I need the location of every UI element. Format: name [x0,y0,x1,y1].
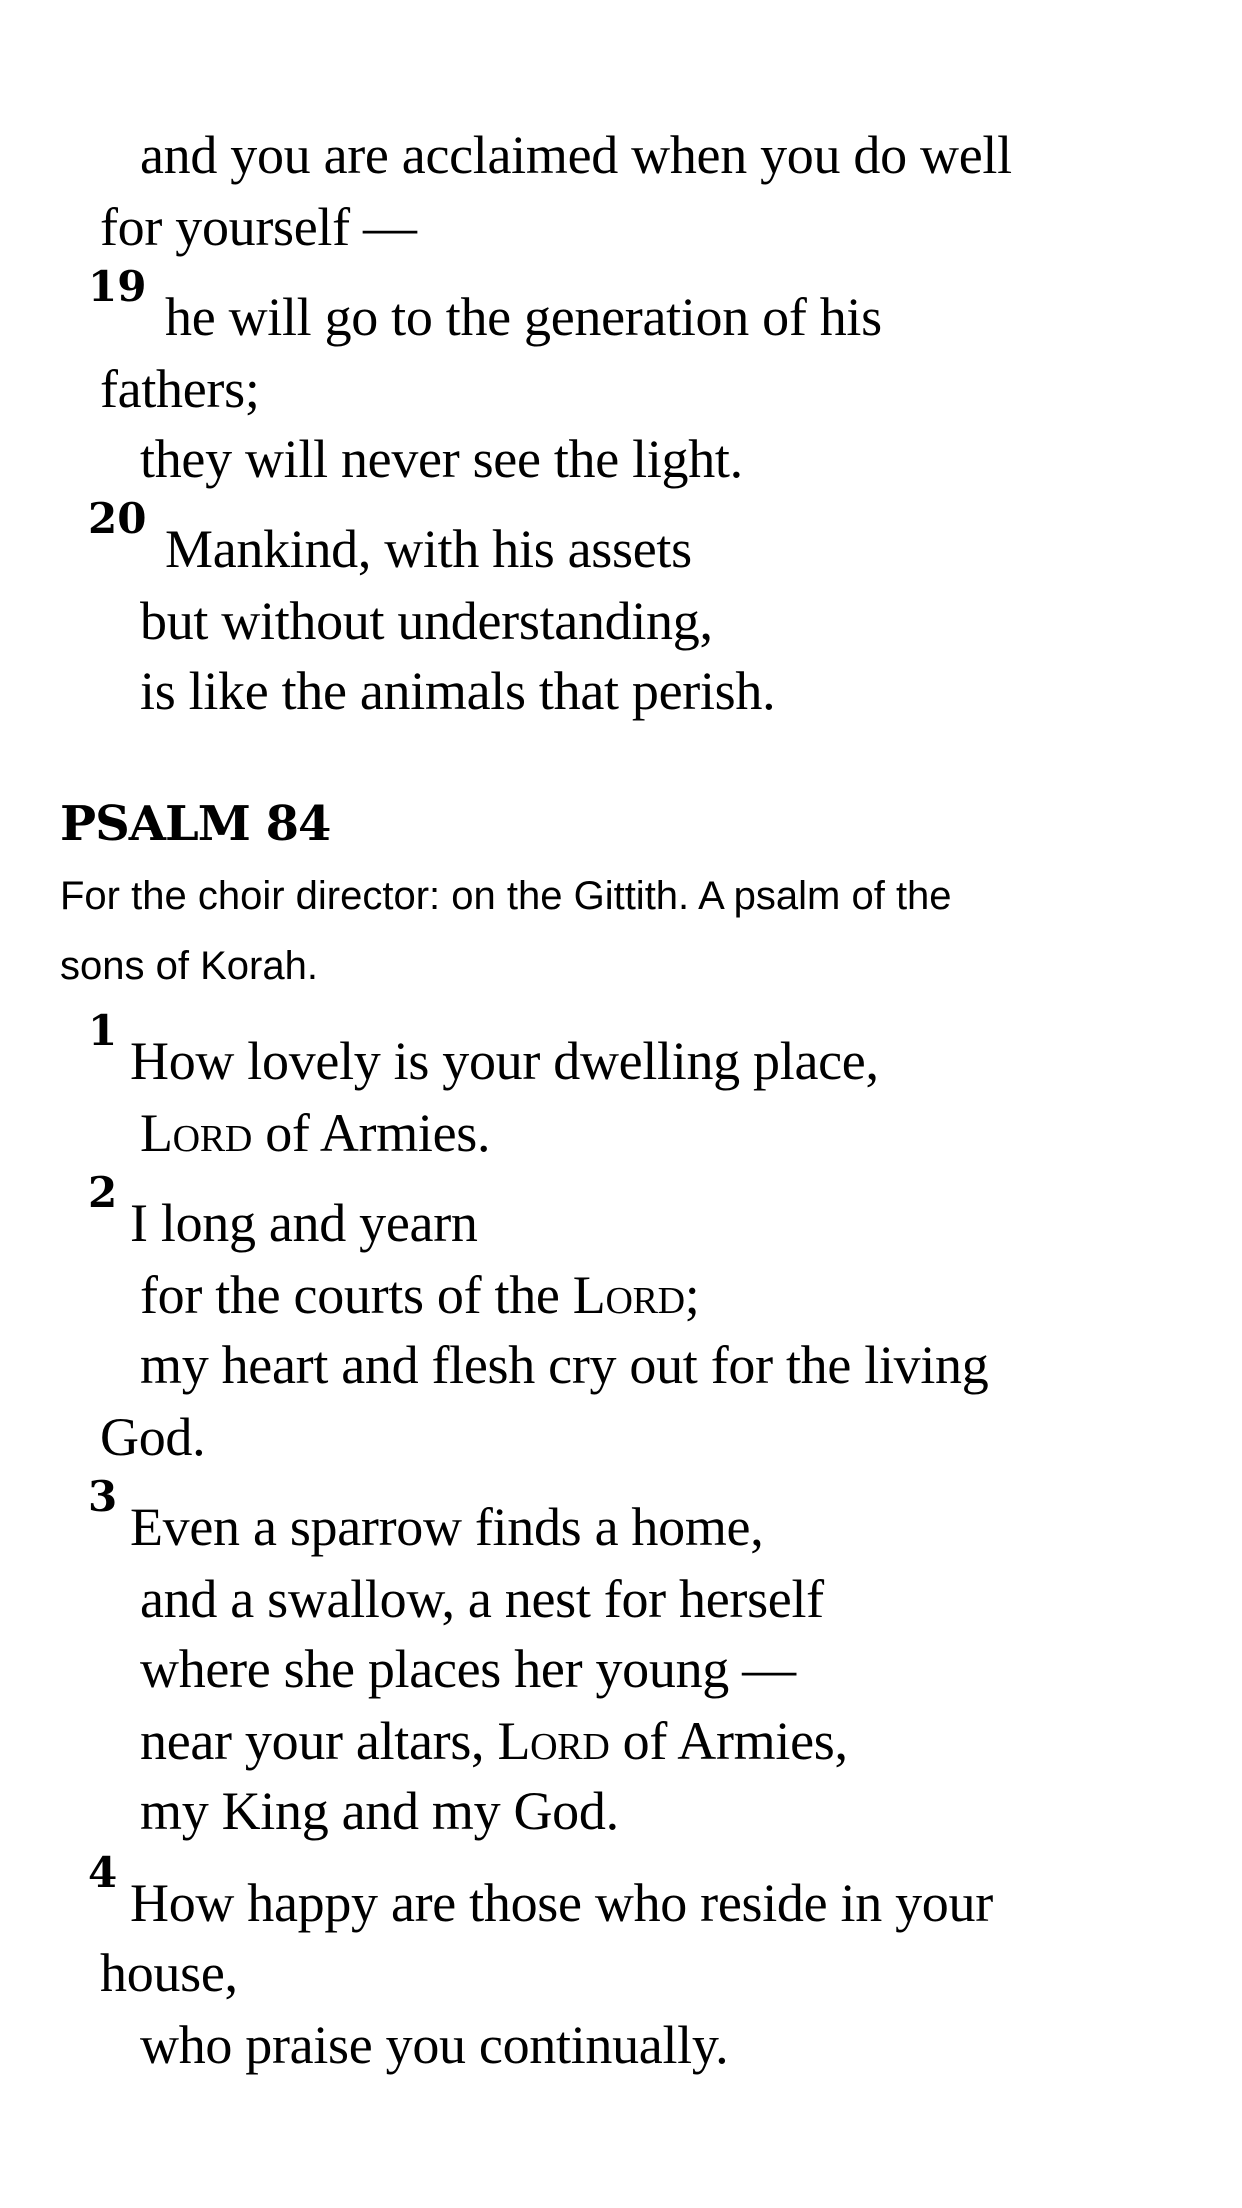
verse-line: and you are acclaimed when you do well [140,125,1012,185]
verse-line [140,1711,848,1771]
verse-line: fathers; [100,359,260,419]
divine-name-lord: Lord [497,1711,610,1771]
verse-line: and a swallow, a nest for herself [140,1569,824,1629]
verse-line-text: near your altars, [140,1711,498,1771]
verse-line [140,1265,700,1325]
verse-line: where she places her young — [140,1639,796,1699]
psalm-heading: PSALM 84 [60,796,331,852]
verse-line [140,1103,491,1163]
divine-name-lord: Lord [572,1265,685,1325]
verse-line: my King and my God. [140,1781,619,1841]
verse-line: is like the animals that perish. [140,661,776,721]
verse-number: 19 [88,262,147,311]
verse-line-text: for the courts of the [140,1265,573,1325]
superscription-line: sons of Korah. [60,944,318,988]
verse-line: but without understanding, [140,591,713,651]
verse-number: 20 [88,494,147,543]
verse-number: 1 [88,1006,118,1055]
verse-line-text: of Armies. [252,1103,491,1163]
verse-number: 3 [88,1472,118,1521]
verse-line: How happy are those who reside in your [130,1873,993,1933]
verse-line: Even a sparrow finds a home, [130,1497,764,1557]
verse-line: God. [100,1407,206,1467]
verse-line: for yourself — [100,197,417,257]
verse-line: house, [100,1943,238,2003]
verse-line: they will never see the light. [140,429,743,489]
divine-name-lord: Lord [140,1103,253,1163]
verse-line: Mankind, with his assets [165,519,692,579]
verse-line: my heart and flesh cry out for the living [140,1335,989,1395]
verse-line: he will go to the generation of his [165,287,882,347]
verse-line-text: of Armies, [609,1711,848,1771]
verse-line: I long and yearn [130,1193,478,1253]
verse-line: who praise you continually. [140,2015,729,2075]
verse-number: 2 [88,1168,118,1217]
verse-line-text: ; [684,1265,700,1325]
verse-number: 4 [88,1848,118,1897]
verse-line: How lovely is your dwelling place, [130,1031,879,1091]
superscription-line: For the choir director: on the Gittith. A psalm of the [60,874,952,918]
